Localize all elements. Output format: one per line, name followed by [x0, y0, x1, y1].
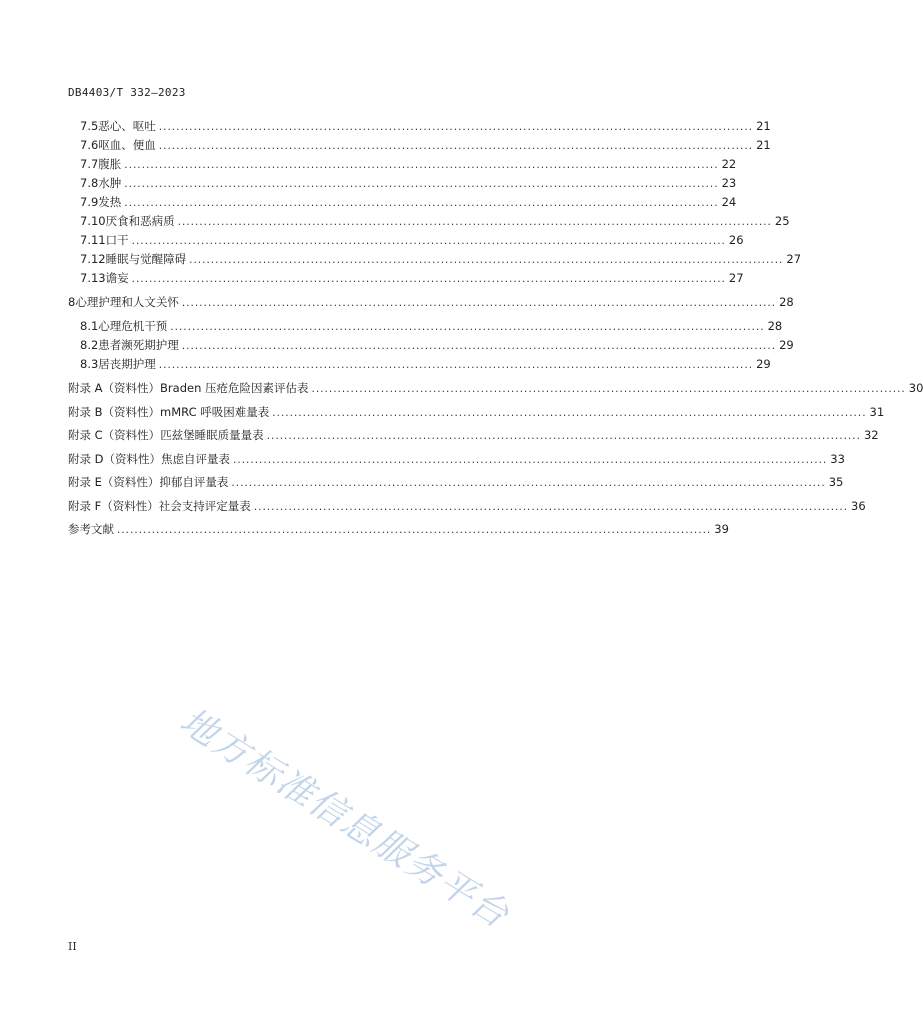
dot-leader: .........................................................................................................................................	[189, 254, 784, 266]
document-code: DB4403/T 332—2023	[68, 86, 186, 99]
dot-leader: .........................................................................................................................................	[131, 235, 726, 247]
toc-entry-number: 附录 D（资料性）	[68, 452, 162, 466]
toc-entry-page: 23	[721, 176, 737, 190]
dot-leader: .........................................................................................................................................	[117, 524, 712, 536]
dot-leader: .........................................................................................................................................	[253, 501, 849, 513]
toc-entry-number: 8	[68, 295, 76, 309]
toc-entry-title: 匹兹堡睡眠质量量表	[160, 428, 264, 442]
toc-entry-number: 7.8	[80, 176, 99, 190]
toc-entry-number: 7.6	[80, 138, 99, 152]
toc-entry-title: 焦虑自评量表	[161, 452, 231, 466]
toc-entry-appendix-f[interactable]	[68, 497, 866, 515]
toc-entry-appendix-a[interactable]	[68, 379, 923, 397]
toc-entry-appendix-b[interactable]	[68, 403, 885, 421]
toc-entry-7-7[interactable]	[80, 155, 737, 173]
toc-entry-page: 26	[728, 233, 744, 247]
toc-entry-title: 心理护理和人文关怀	[75, 295, 179, 309]
dot-leader: .........................................................................................................................................	[124, 178, 719, 190]
toc-entry-7-13[interactable]	[80, 269, 744, 287]
toc-entry-number: 7.13	[80, 271, 106, 285]
toc-entry-page: 33	[830, 452, 845, 466]
toc-entry-number: 附录 B（资料性）	[68, 405, 161, 419]
toc-entry-page: 39	[714, 522, 729, 536]
toc-entry-7-6[interactable]	[80, 136, 771, 154]
dot-leader: .........................................................................................................................................	[158, 359, 754, 371]
dot-leader: .........................................................................................................................................	[158, 121, 754, 133]
toc-entry-title: 厌食和恶病质	[105, 214, 175, 228]
toc-entry-page: 27	[786, 252, 802, 266]
toc-entry-title: mMRC 呼吸困难量表	[160, 405, 270, 419]
toc-entry-7-11[interactable]	[80, 231, 744, 249]
dot-leader: .........................................................................................................................................	[158, 140, 754, 152]
toc-entry-number: 附录 C（资料性）	[68, 428, 161, 442]
toc-entry-number: 7.5	[80, 119, 99, 133]
toc-entry-page: 25	[774, 214, 790, 228]
toc-entry-title: 抑郁自评量表	[159, 475, 229, 489]
toc-entry-title: 社会支持评定量表	[158, 499, 251, 513]
dot-leader: .........................................................................................................................................	[311, 383, 906, 395]
toc-entry-page: 29	[756, 357, 771, 371]
toc-entry-page: 29	[779, 338, 794, 352]
toc-entry-title: 患者濒死期护理	[98, 338, 179, 352]
toc-entry-appendix-c[interactable]	[68, 426, 879, 444]
toc-entry-title: 参考文献	[68, 522, 114, 536]
toc-entry-page: 22	[721, 157, 737, 171]
toc-entry-number: 8.1	[80, 319, 99, 333]
toc-entry-7-5[interactable]	[80, 117, 771, 135]
dot-leader: .........................................................................................................................................	[177, 216, 772, 228]
toc-entry-page: 30	[908, 381, 923, 395]
dot-leader: .........................................................................................................................................	[266, 430, 861, 442]
toc-entry-number: 7.12	[80, 252, 106, 266]
toc-entry-number: 7.9	[80, 195, 99, 209]
toc-entry-page: 28	[779, 295, 794, 309]
dot-leader: .........................................................................................................................................	[181, 340, 777, 352]
toc-entry-title: 发热	[98, 195, 122, 209]
toc-entry-number: 附录 A（资料性）	[68, 381, 161, 395]
toc-entry-number: 7.10	[80, 214, 106, 228]
page-number: II	[68, 940, 77, 953]
toc-entry-page: 21	[756, 119, 771, 133]
toc-entry-8-2[interactable]	[80, 336, 794, 354]
dot-leader: .........................................................................................................................................	[272, 407, 867, 419]
toc-entry-title: 水肿	[98, 176, 122, 190]
toc-entry-title: 呕血、便血	[98, 138, 156, 152]
toc-entry-title: Braden 压疮危险因素评估表	[160, 381, 309, 395]
toc-entry-number: 8.2	[80, 338, 99, 352]
toc-entry-8-1[interactable]	[80, 317, 783, 335]
toc-entry-page: 32	[863, 428, 879, 442]
toc-entry-page: 28	[767, 319, 783, 333]
toc-entry-7-9[interactable]	[80, 193, 737, 211]
toc-entry-7-12[interactable]	[80, 250, 802, 268]
toc-entry-references[interactable]	[68, 520, 729, 538]
toc-entry-title: 口干	[105, 233, 129, 247]
toc-entry-number: 附录 E（资料性）	[68, 475, 160, 489]
toc-entry-title: 心理危机干预	[98, 319, 168, 333]
toc-entry-number: 7.7	[80, 157, 99, 171]
toc-entry-page: 35	[828, 475, 844, 489]
toc-entry-title: 腹胀	[98, 157, 122, 171]
toc-entry-8-3[interactable]	[80, 355, 771, 373]
toc-entry-page: 36	[851, 499, 866, 513]
toc-entry-7-8[interactable]	[80, 174, 737, 192]
dot-leader: .........................................................................................................................................	[131, 273, 726, 285]
toc-entry-title: 谵妄	[105, 271, 129, 285]
dot-leader: .........................................................................................................................................	[124, 159, 719, 171]
toc-entry-page: 24	[721, 195, 737, 209]
toc-entry-appendix-e[interactable]	[68, 473, 844, 491]
toc-entry-title: 恶心、呕吐	[98, 119, 156, 133]
toc-entry-page: 31	[869, 405, 885, 419]
toc-entry-page: 21	[756, 138, 771, 152]
dot-leader: .........................................................................................................................................	[170, 321, 765, 333]
toc-entry-number: 7.11	[80, 233, 106, 247]
toc-entry-appendix-d[interactable]	[68, 450, 845, 468]
toc-entry-title: 居丧期护理	[98, 357, 156, 371]
dot-leader: .........................................................................................................................................	[233, 454, 828, 466]
dot-leader: .........................................................................................................................................	[124, 197, 719, 209]
dot-leader: .........................................................................................................................................	[231, 477, 826, 489]
toc-entry-number: 附录 F（资料性）	[68, 499, 159, 513]
toc-entry-8[interactable]	[68, 293, 794, 311]
toc-entry-title: 睡眠与觉醒障碍	[105, 252, 187, 266]
toc-entry-number: 8.3	[80, 357, 99, 371]
dot-leader: .........................................................................................................................................	[181, 297, 777, 309]
toc-entry-7-10[interactable]	[80, 212, 790, 230]
toc-entry-page: 27	[728, 271, 744, 285]
watermark: 地方标准信息服务平台	[172, 700, 517, 937]
